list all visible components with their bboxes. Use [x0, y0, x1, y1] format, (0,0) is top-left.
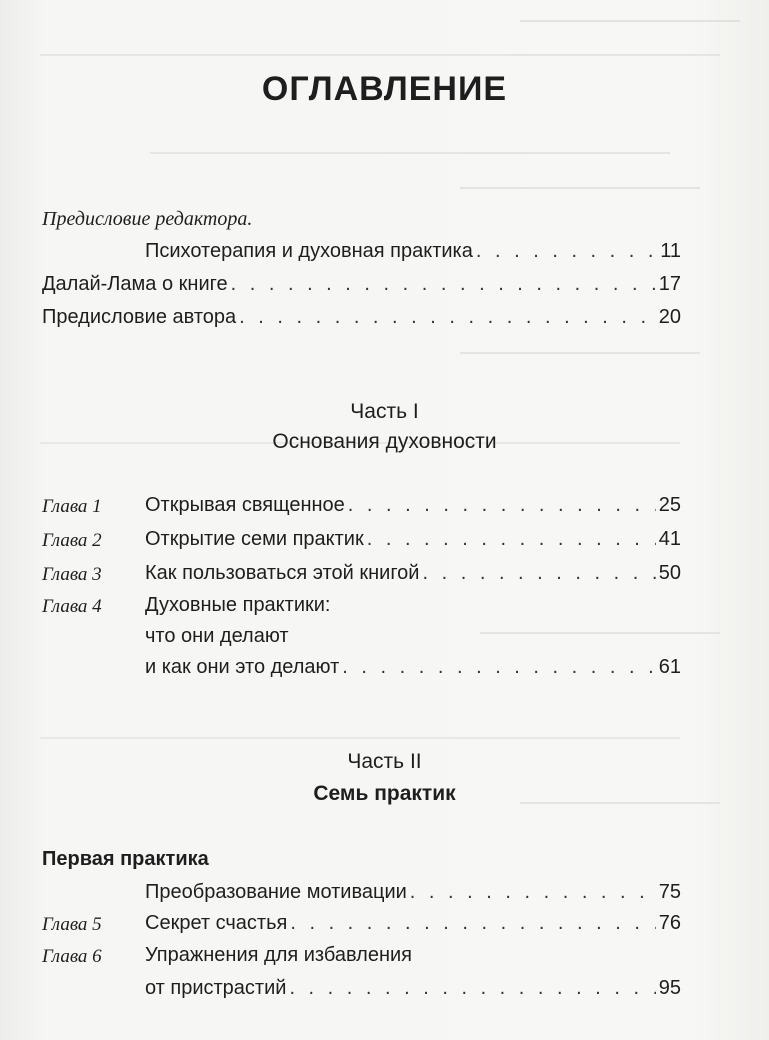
leader-dots: [239, 306, 656, 329]
editor-preface-label: Предисловие редактора.: [42, 208, 253, 230]
chapter-6-title: Упражнения для избавления: [145, 944, 413, 966]
chapter-4-label: Глава 4: [42, 596, 102, 617]
page-number: 41: [658, 528, 681, 550]
leader-dots: [422, 562, 655, 585]
page-number: 25: [658, 494, 681, 516]
toc-entry-editor-preface[interactable]: [145, 240, 681, 263]
page-number: 50: [658, 562, 681, 584]
page-number: 20: [658, 306, 681, 328]
toc-entry-chapter-6[interactable]: [145, 977, 681, 1000]
leader-dots: [231, 273, 656, 296]
entry-title: Открытие семи практик: [145, 528, 364, 550]
entry-title: Преобразование мотивации: [145, 881, 407, 903]
part-1-title: Основания духовности: [272, 430, 497, 453]
toc-entry-chapter-5[interactable]: [145, 912, 681, 935]
entry-title: Психотерапия и духовная практика: [145, 240, 473, 262]
leader-dots: [289, 977, 655, 1000]
leader-dots: [476, 240, 657, 263]
page-number: 75: [658, 881, 681, 903]
part-1-label: Часть I: [350, 400, 419, 423]
page-number: 95: [658, 977, 681, 999]
chapter-6-label: Глава 6: [42, 946, 102, 967]
page-number: 11: [660, 240, 681, 262]
part-2-label: Часть II: [347, 750, 422, 773]
entry-title: и как они это делают: [145, 656, 340, 678]
page-number: 61: [658, 656, 681, 678]
chapter-4-title: Духовные практики:: [145, 594, 331, 616]
chapter-2-label: Глава 2: [42, 530, 102, 551]
toc-entry-chapter-4[interactable]: [145, 656, 681, 679]
entry-title: Открывая священное: [145, 494, 345, 516]
first-practice-heading: Первая практика: [42, 848, 209, 870]
leader-dots: [342, 656, 655, 679]
toc-entry-chapter-3[interactable]: [145, 562, 681, 585]
toc-entry-author-preface[interactable]: [42, 306, 681, 329]
leader-dots: [367, 528, 656, 551]
entry-title: Как пользоваться этой книгой: [145, 562, 420, 584]
part-2-title: Семь практик: [313, 782, 456, 805]
toc-entry-chapter-1[interactable]: [145, 494, 681, 517]
entry-title: от пристрастий: [145, 977, 287, 999]
entry-title: Далай-Лама о книге: [42, 273, 228, 295]
page-number: 76: [658, 912, 681, 934]
leader-dots: [348, 494, 656, 517]
page-number: 17: [658, 273, 681, 295]
chapter-4-title-line-2: что они делают: [145, 625, 289, 647]
chapter-5-label: Глава 5: [42, 914, 102, 935]
chapter-3-label: Глава 3: [42, 564, 102, 585]
page-title: ОГЛАВЛЕНИЕ: [261, 70, 508, 108]
toc-entry-dalai-lama[interactable]: [42, 273, 681, 296]
entry-title: Секрет счастья: [145, 912, 288, 934]
entry-title: Предисловие автора: [42, 306, 237, 328]
leader-dots: [410, 881, 656, 904]
toc-entry-chapter-2[interactable]: [145, 528, 681, 551]
toc-entry-first-practice[interactable]: [145, 881, 681, 904]
chapter-1-label: Глава 1: [42, 496, 102, 517]
leader-dots: [290, 912, 655, 935]
